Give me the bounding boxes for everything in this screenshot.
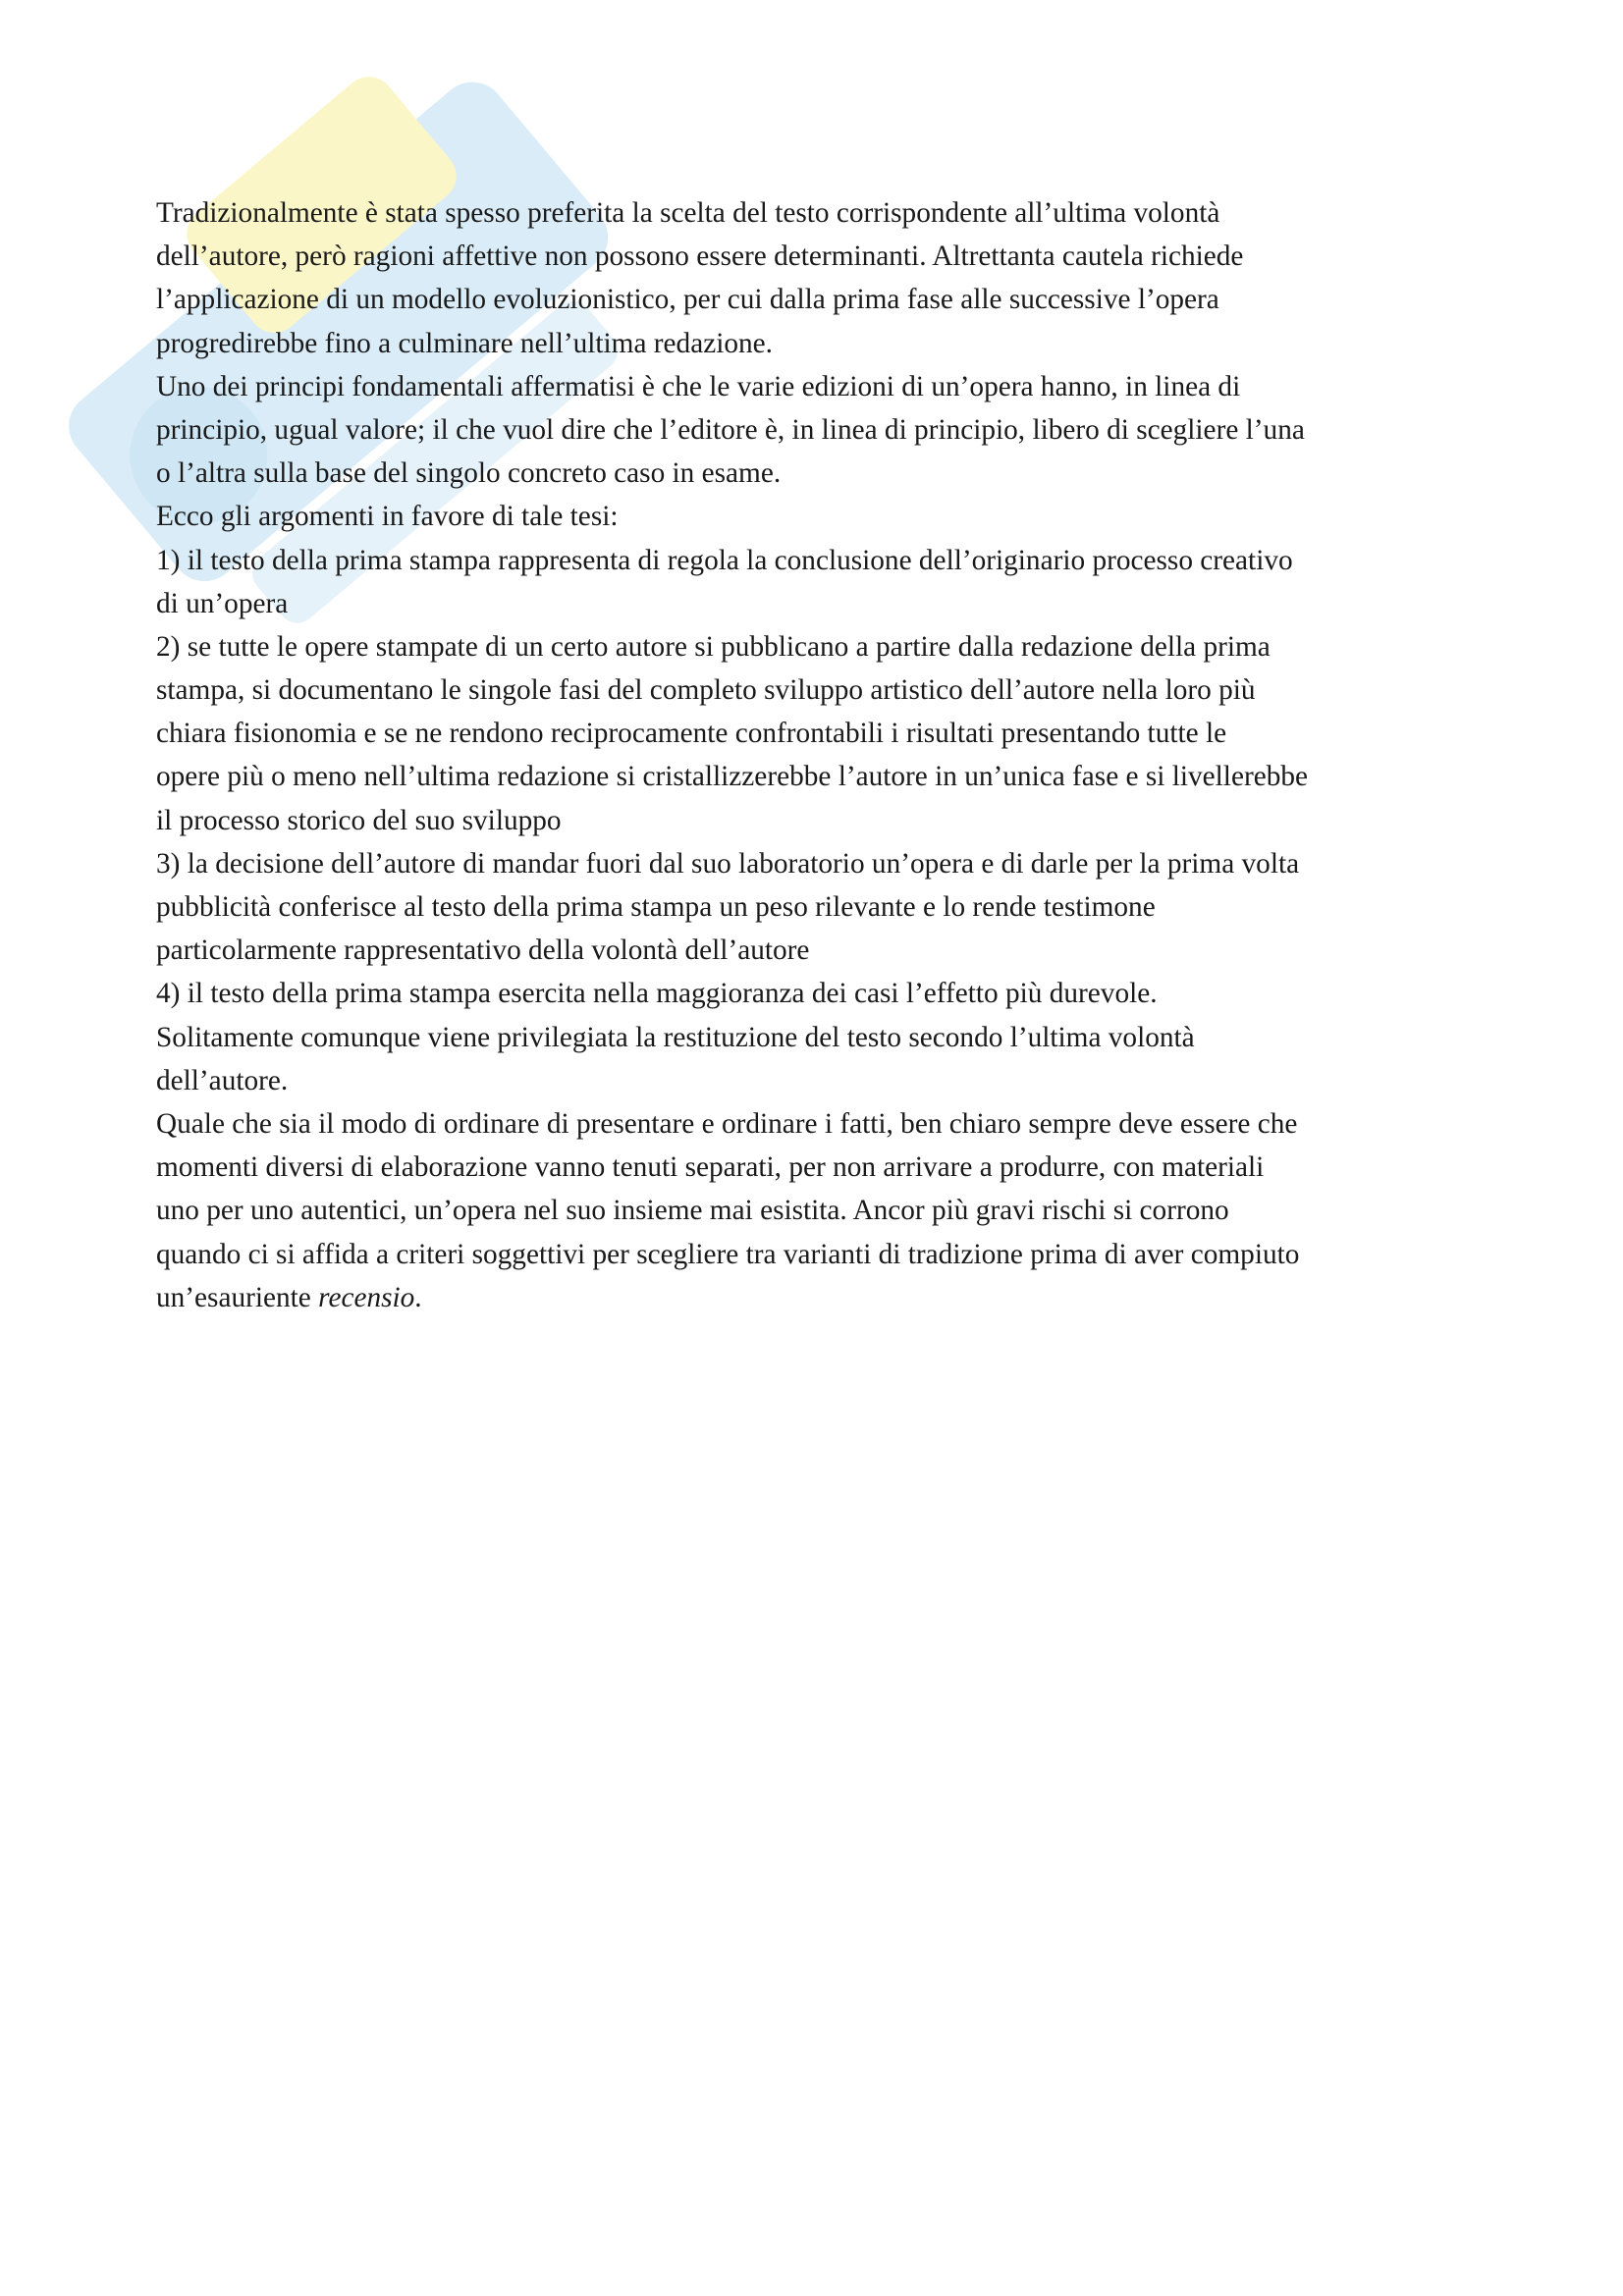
- text-line: Ecco gli argomenti in favore di tale tesi:: [156, 501, 619, 533]
- text-line: o l’altra sulla base del singolo concreto caso in esame.: [156, 457, 782, 490]
- text-line: stampa, si documentano le singole fasi del completo sviluppo artistico dell’autore nella loro più: [156, 674, 1256, 707]
- text-line: Tradizionalmente è stata spesso preferita la scelta del testo corrispondente all’ultima volontà: [156, 197, 1220, 229]
- text-line: dell’autore.: [156, 1064, 289, 1096]
- text-line: Uno dei principi fondamentali affermatisi è che le varie edizioni di un’opera hanno, in linea di: [156, 370, 1241, 402]
- text-line: progredirebbe fino a culminare nell’ultima redazione.: [156, 327, 773, 359]
- text-line: pubblicità conferisce al testo della prima stampa un peso rilevante e lo rende testimone: [156, 891, 1156, 923]
- text-line: particolarmente rappresentativo della volontà dell’autore: [156, 934, 810, 967]
- text-line: 4) il testo della prima stampa esercita nella maggioranza dei casi l’effetto più durevole.: [156, 978, 1158, 1010]
- text-line: quando ci si affida a criteri soggettivi per scegliere tra varianti di tradizione prima di aver compiuto: [156, 1238, 1300, 1270]
- text-line: il processo storico del suo sviluppo: [156, 804, 562, 836]
- text-line: dell’autore, però ragioni affettive non possono essere determinanti. Altrettanta cautela richiede: [156, 240, 1244, 273]
- text-line: Solitamente comunque viene privilegiata la restituzione del testo secondo l’ultima volontà: [156, 1021, 1195, 1053]
- text-line: 1) il testo della prima stampa rappresenta di regola la conclusione dell’originario processo creativo: [156, 544, 1293, 576]
- text-line: l’applicazione di un modello evoluzionistico, per cui dalla prima fase alle successive l’opera: [156, 284, 1219, 316]
- text-line-last: [156, 1276, 1491, 1319]
- text-line: chiara fisionomia e se ne rendono reciprocamente confrontabili i risultati presentando tutte le: [156, 718, 1227, 750]
- text-line: opere più o meno nell’ultima redazione si cristallizzerebbe l’autore in un’unica fase e si livellerebbe: [156, 761, 1309, 793]
- text-line: momenti diversi di elaborazione vanno tenuti separati, per non arrivare a produrre, con materiali: [156, 1151, 1265, 1184]
- italic-term: recensio: [318, 1281, 415, 1313]
- text-line: principio, ugual valore; il che vuol dire che l’editore è, in linea di principio, libero di scegliere l’una: [156, 413, 1305, 446]
- document-body: [156, 191, 1491, 1319]
- text-line: uno per uno autentici, un’opera nel suo insieme mai esistita. Ancor più gravi rischi si corrono: [156, 1195, 1229, 1227]
- text-line: 2) se tutte le opere stampate di un certo autore si pubblicano a partire dalla redazione della prima: [156, 630, 1271, 663]
- last-line-suffix: .: [414, 1281, 422, 1313]
- text-line: 3) la decisione dell’autore di mandar fuori dal suo laboratorio un’opera e di darle per la prima volta: [156, 847, 1300, 880]
- text-line: di un’opera: [156, 587, 289, 619]
- last-line-prefix: un’esauriente: [156, 1281, 319, 1313]
- text-line: Quale che sia il modo di ordinare di presentare e ordinare i fatti, ben chiaro sempre deve essere che: [156, 1107, 1298, 1140]
